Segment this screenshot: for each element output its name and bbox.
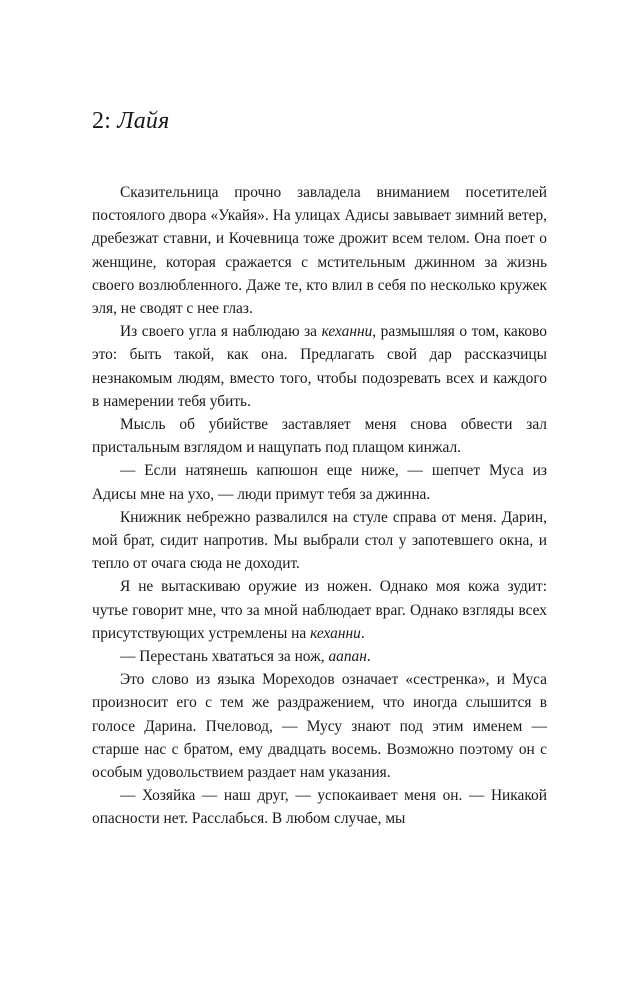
emphasis-text: кеханни — [310, 624, 361, 642]
emphasis-text: аапан — [328, 648, 367, 666]
paragraph — [92, 320, 547, 413]
paragraph — [92, 506, 547, 576]
paragraph — [92, 413, 547, 459]
text-run: Это слово из языка Мореходов означает «сестренка», и Муса произносит его с тем же раздражением, что иногда слышится в голосе Дарина. Пчеловод, — Мусу знают под этим именем — старше нас с братом, ему двадцать восемь. Возможно поэтому он с особым удовольствием раздает нам указания. — [92, 671, 547, 782]
text-run: — Если натянешь капюшон еще ниже, — шепчет Муса из Адисы мне на ухо, — люди примут тебя за джинна. — [92, 462, 547, 503]
text-run: — Хозяйка — наш друг, — успокаивает меня он. — Никакой опасности нет. Расслабься. В любом случае, мы — [92, 787, 547, 828]
text-run: Книжник небрежно развалился на стуле справа от меня. Дарин, мой брат, сидит напротив. Мы выбрали стол у запотевшего окна, и тепло от очага сюда не доходит. — [92, 508, 547, 573]
chapter-title: Лайя — [117, 108, 170, 134]
paragraph — [92, 784, 547, 830]
paragraph — [92, 645, 547, 668]
text-run: , размышляя о том, каково это: быть такой, как она. Предлагать свой дар рассказчицы незнакомым людям, вместо того, чтобы подозревать всех и каждого в намерении тебя убить. — [92, 323, 547, 410]
body-text — [92, 181, 547, 831]
emphasis-text: кеханни — [321, 323, 373, 341]
text-run: . — [360, 624, 365, 642]
chapter-number: 2: — [92, 108, 112, 134]
text-run: . — [366, 648, 371, 666]
text-run: Мысль об убийстве заставляет меня снова обвести зал пристальным взглядом и нащупать под плащом кинжал. — [92, 416, 547, 457]
chapter-heading — [92, 108, 547, 135]
text-run: Из своего угла я наблюдаю за — [120, 323, 322, 341]
paragraph — [92, 575, 547, 645]
text-run: Я не вытаскиваю оружие из ножен. Однако моя кожа зудит: чутье говорит мне, что за мной наблюдает враг. Однако взгляды всех присутствующих устремлены на — [92, 578, 547, 642]
text-run: — Перестань хвататься за нож, — [120, 648, 329, 666]
paragraph — [92, 668, 547, 784]
paragraph — [92, 459, 547, 505]
paragraph — [92, 181, 547, 320]
text-run: Сказительница прочно завладела вниманием посетителей постоялого двора «Укайя». На улицах Адисы завывает зимний ветер, дребезжат ставни, и Кочевница тоже дрожит всем телом. Она поет о женщине, которая сражается с мстительным джинном за жизнь своего возлюбленного. Даже те, кто влил в себя по несколько кружек эля, не сводят с нее глаз. — [92, 184, 547, 318]
